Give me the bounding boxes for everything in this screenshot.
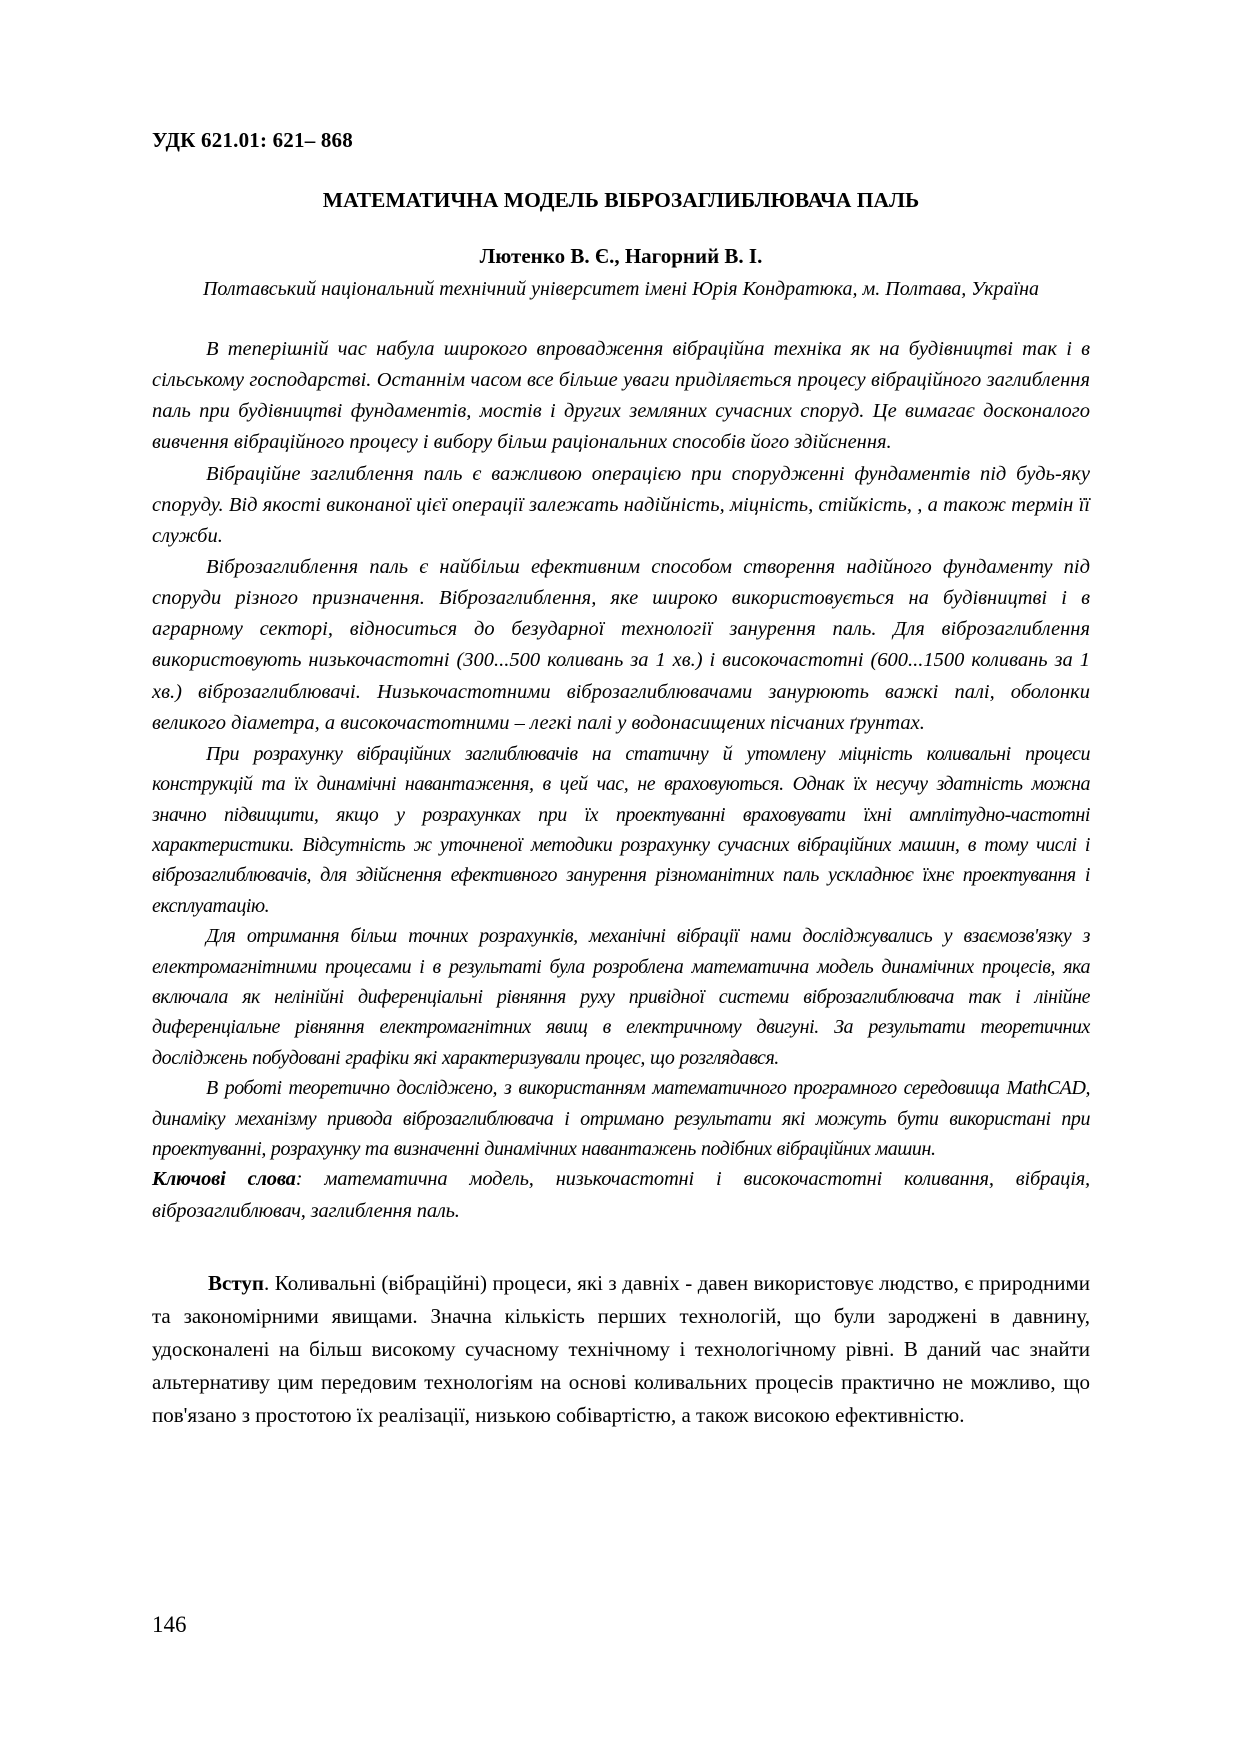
page-title: МАТЕМАТИЧНА МОДЕЛЬ ВІБРОЗАГЛИБЛЮВАЧА ПАЛЬ [322,188,920,212]
udk-code: УДК 621.01: 621– 868 [152,128,353,152]
abstract-paragraph-3: Віброзаглиблення паль є найбільш ефективним способом створення надійного фундаменту під споруди різного призначення. Віброзаглиблення, яке широко використовується на будівництві і в аграрному секторі, відноситься до безударної технології занурення паль. Для віброзаглиблення використовують низькочастотні (300...500 коливань за 1 хв.) і високочастотні (600...1500 коливань за 1 хв.) віброзаглиблювачі. Низькочастотними віброзаглиблювачами занурюють важкі палі, оболонки великого діаметра, а високочастотними – легкі палі у водонасищених пісчаних ґрунтах. [152,555,1090,734]
page-number: 146 [152,1612,187,1637]
abstract-paragraph-5: Для отримання більш точних розрахунків, механічні вібрації нами досліджувались у взаємозв'язку з електромагнітними процесами і в результаті була розроблена математична модель динамічних процесів, яка включала як нелінійні диференціальні рівняння руху привідної системи віброзаглиблювача так і лінійне диференціальне рівняння електромагнітних явищ в електричному двигуні. За результати теоретичних досліджень побудовані графіки які характеризували процес, що розглядався. [152,925,1090,1069]
abstract-paragraph-1: В теперішній час набула широкого впровадження вібраційна техніка як на будівництві так і в сільському господарстві. Останнім часом все більше уваги приділяється процесу вібраційного заглиблення паль при будівництві фундаментів, мостів і других земляних сучасних споруд. Це вимагає досконалого вивчення вібраційного процесу і вибору більш раціональних способів його здійснення. [152,337,1090,454]
keywords-text: : математична модель, низькочастотні і високочастотні коливання, вібрація, віброзаглиблювач, заглиблення паль. [152,1168,1090,1222]
section-spacer [152,1227,1090,1267]
abstract-paragraph-2: Вібраційне заглиблення паль є важливою операцією при спорудженні фундаментів під будь-яку споруду. Від якості виконаної цієї операції залежать надійність, міцність, стійкість, , а також термін її служби. [152,462,1090,547]
keywords-label: Ключові слова [152,1168,296,1191]
abstract-paragraph-4: При розрахунку вібраційних заглиблювачів на статичну й утомлену міцність коливальні процеси конструкцій та їх динамічні навантаження, в цей час, не враховуються. Однак їх несучу здатність можна значно підвищити, якщо у розрахунках при їх проектуванні враховувати їхні амплітудно-частотні характеристики. Відсутність ж уточненої методики розрахунку сучасних вібраційних машин, в тому числі і віброзаглиблювачів, для здійснення ефективного занурення різноманітних паль ускладнює їхнє проектування і експлуатацію. [152,742,1090,917]
authors-line: Лютенко В. Є., Нагорний В. І. [479,243,763,268]
keywords-paragraph [152,1164,1090,1226]
intro-body-text: . Коливальні (вібраційні) процеси, які з давніх - давен використовує людство, є природними та закономірними явищами. Значна кількість перших технологій, що були зароджені в давнину, удосконалені на більш високому сучасному технічному і технологічному рівні. В даний час знайти альтернативу цим передовим технологіям на основі коливальних процесів практично не можливо, що пов'язано з простотою їх реалізації, низькою собівартістю, а також високою ефективністю. [152,1270,1090,1428]
abstract-paragraph-6: В роботі теоретично досліджено, з використанням математичного програмного середовища MathCAD, динаміку механізму привода віброзаглиблювача і отримано результати які можуть бути використані при проектуванні, розрахунку та визначенні динамічних навантажень подібних вібраційних машин. [152,1077,1090,1160]
intro-paragraph [152,1267,1090,1433]
intro-heading: Вступ [208,1270,264,1295]
affiliation-line: Полтавський національний технічний університет імені Юрія Кондратюка, м. Полтава, Україна [202,277,1039,300]
page-content [152,128,1090,1433]
